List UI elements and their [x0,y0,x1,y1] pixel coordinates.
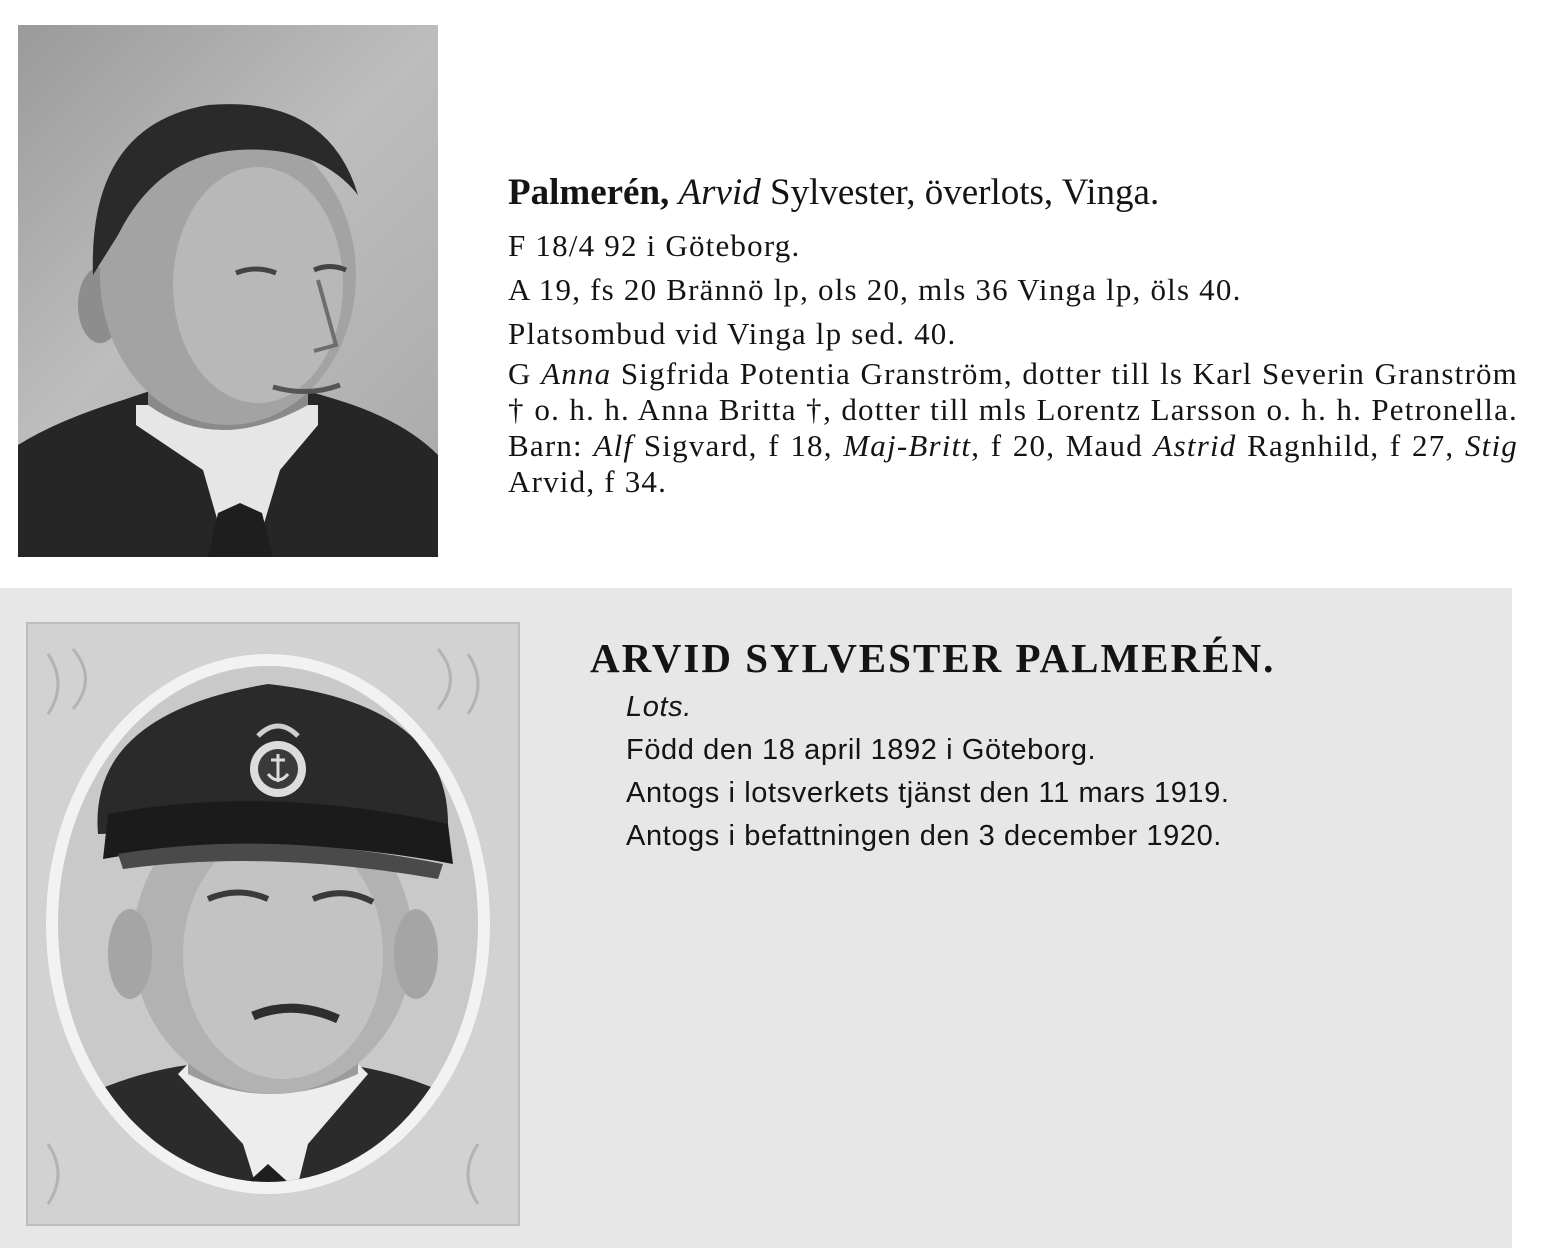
biographical-entry-1955 [508,168,1518,500]
family-name-child: Astrid [1153,428,1237,463]
biographical-entry-pilot-register [590,630,1275,858]
family-text: G [508,356,542,391]
family-text: Sigfrida Potentia Granström, dotter till ls Karl Severin Granström † o. h. h. Anna Britta †, dotter till mls Lorentz Larsson o. h. h. Petronella. Barn: [508,356,1518,463]
family-text: , f 20, Maud [971,428,1154,463]
entry-born: Född den 18 april 1892 i Göteborg. [626,734,1097,766]
entry-heading-rest: Sylvester, överlots, Vinga. [770,172,1160,213]
family-text: Arvid, f 34. [508,464,668,499]
entry-given-name: Arvid [678,172,761,213]
family-name-child: Maj-Britt [843,428,972,463]
entry-service-start: Antogs i lotsverkets tjänst den 11 mars 1919. [626,777,1230,809]
family-name-child: Stig [1464,428,1519,463]
entry-office: Platsombud vid Vinga lp sed. 40. [508,316,957,351]
family-text: Ragnhild, f 27, [1236,428,1465,463]
portrait-photo-suit [18,25,438,557]
entry-heading [508,168,1518,218]
entry-position-start: Antogs i befattningen den 3 december 1920. [626,820,1222,852]
portrait-uniform-illustration [28,624,518,1224]
entry-born: F 18/4 92 i Göteborg. [508,228,801,263]
entry-role: Lots. [626,691,692,723]
entry-surname: Palmerén, [508,172,670,213]
lower-clipping [0,588,1512,1248]
family-name-wife: Anna [541,356,612,391]
family-name-child: Alf [593,428,634,463]
entry-career: A 19, fs 20 Brännö lp, ols 20, mls 36 Vinga lp, öls 40. [508,272,1242,307]
entry-family [508,356,1518,500]
entry-heading-caps: ARVID SYLVESTER PALMERÉN. [590,635,1276,681]
portrait-photo-uniform [26,622,520,1226]
family-text: Sigvard, f 18, [633,428,844,463]
upper-clipping [0,0,1544,580]
portrait-suit-illustration [18,25,438,557]
